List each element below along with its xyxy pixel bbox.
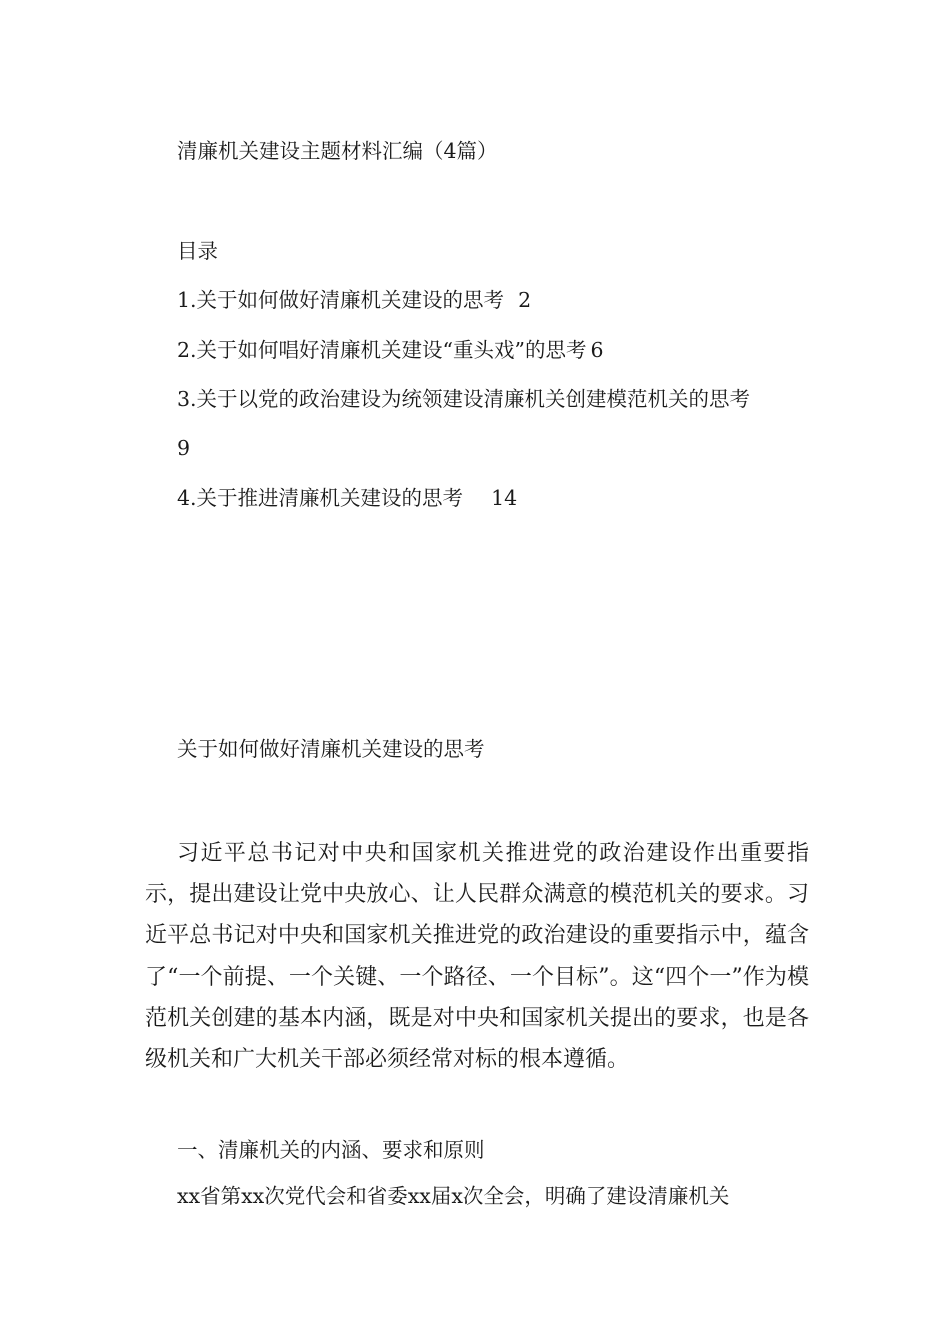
toc-item-label: 3.关于以党的政治建设为统领建设清廉机关创建模范机关的思考 <box>177 387 751 411</box>
document-title: 清廉机关建设主题材料汇编（4篇） <box>177 139 498 163</box>
toc-item[interactable] <box>177 484 517 512</box>
toc-item-page: 2 <box>518 288 532 312</box>
toc-item-label: 4.关于推进清廉机关建设的思考 <box>177 486 464 510</box>
toc-item[interactable] <box>177 286 531 314</box>
toc-heading: 目录 <box>177 239 218 263</box>
toc-item[interactable] <box>177 385 750 413</box>
toc-item-page: 6 <box>590 338 604 362</box>
toc-item-page-wrap <box>177 434 190 462</box>
toc-item-label: 1.关于如何做好清廉机关建设的思考 <box>177 288 505 312</box>
toc-item-page: 14 <box>491 486 518 510</box>
sub-heading: 一、清廉机关的内涵、要求和原则 <box>177 1138 485 1162</box>
toc-item-page: 9 <box>177 436 191 460</box>
section-title: 关于如何做好清廉机关建设的思考 <box>177 737 485 761</box>
body-paragraph-start: xx省第xx次党代会和省委xx届x次全会，明确了建设清廉机关 <box>177 1184 730 1208</box>
body-paragraph: 习近平总书记对中央和国家机关推进党的政治建设作出重要指示，提出建设让党中央放心、让人民群众满意的模范机关的要求。习近平总书记对中央和国家机关推进党的政治建设的重要指示中，蕴含了“一个前提、一个关键、一个路径、一个目标”。这“四个一”作为模范机关创建的基本内涵，既是对中央和国家机关提出的要求，也是各级机关和广大机关干部必须经常对标的根本遵循。 <box>145 841 809 1073</box>
toc-item[interactable] <box>177 336 604 364</box>
toc-item-label: 2.关于如何唱好清廉机关建设“重头戏”的思考 <box>177 338 587 362</box>
